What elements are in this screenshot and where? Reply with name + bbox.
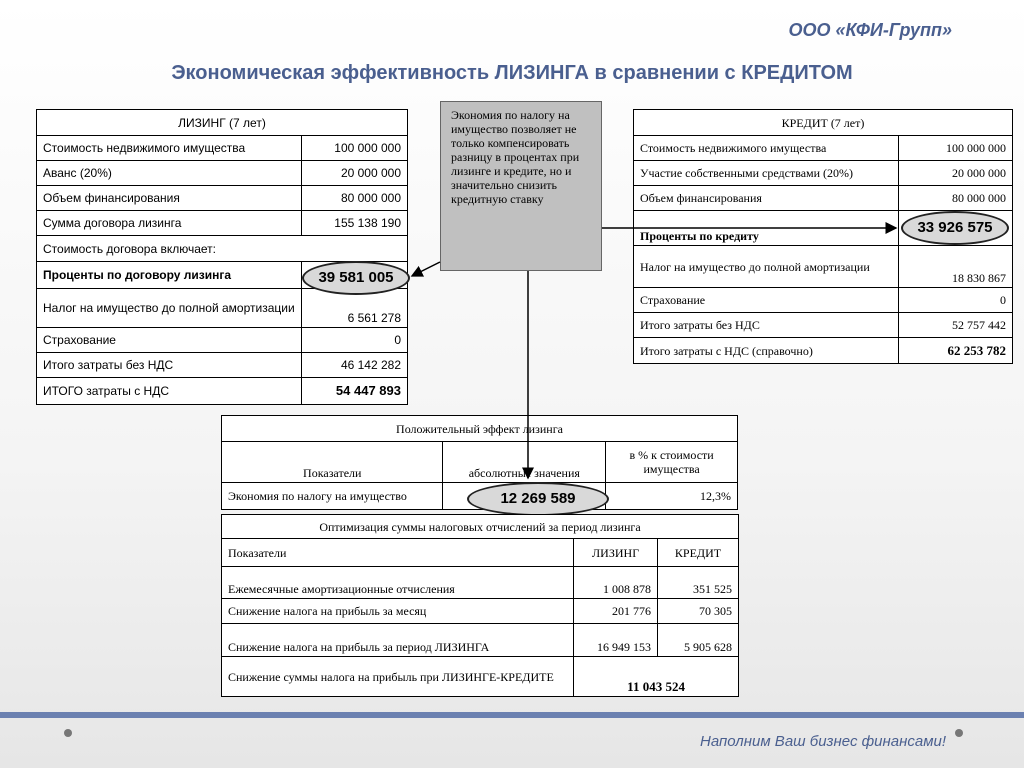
leasing-title: ЛИЗИНГ (7 лет) [37, 110, 408, 136]
optimization-row-label: Снижение налога на прибыль за период ЛИЗИНГА [222, 624, 574, 657]
leasing-total-label: ИТОГО затраты с НДС [37, 378, 302, 405]
leasing-row-label: Итого затраты без НДС [37, 353, 302, 378]
optimization-row-label: Снижение налога на прибыль за месяц [222, 599, 574, 624]
credit-row-value: 52 757 442 [899, 313, 1013, 338]
optimization-row-label: Ежемесячные амортизационные отчисления [222, 567, 574, 599]
optimization-col-leasing: ЛИЗИНГ [574, 539, 658, 567]
leasing-row-value: 20 000 000 [302, 161, 408, 186]
leasing-row-label: Аванс (20%) [37, 161, 302, 186]
credit-row-value: 18 830 867 [899, 246, 1013, 288]
credit-total-label: Итого затраты с НДС (справочно) [634, 338, 899, 364]
leasing-row-value: 46 142 282 [302, 353, 408, 378]
effect-row-label: Экономия по налогу на имущество [222, 483, 443, 510]
credit-row-label: Налог на имущество до полной амортизации [634, 246, 899, 288]
leasing-row-value: 0 [302, 328, 408, 353]
optimization-row-leasing: 1 008 878 [574, 567, 658, 599]
leasing-row-value: 155 138 190 [302, 211, 408, 236]
arrow-to-leasing-interest [412, 262, 440, 276]
optimization-row-leasing: 16 949 153 [574, 624, 658, 657]
optimization-row-credit: 70 305 [658, 599, 739, 624]
effect-row-percent: 12,3% [606, 483, 738, 510]
page-title: Экономическая эффективность ЛИЗИНГА в сравнении с КРЕДИТОМ [171, 62, 853, 84]
leasing-row-label: Сумма договора лизинга [37, 211, 302, 236]
credit-row-value: 20 000 000 [899, 161, 1013, 186]
optimization-total-label: Снижение суммы налога на прибыль при ЛИЗИНГЕ-КРЕДИТЕ [222, 657, 574, 697]
leasing-row-label: Стоимость недвижимого имущества [37, 136, 302, 161]
credit-title: КРЕДИТ (7 лет) [634, 110, 1013, 136]
leasing-row-value: 80 000 000 [302, 186, 408, 211]
credit-row-label: Страхование [634, 288, 899, 313]
leasing-row-label: Налог на имущество до полной амортизации [37, 289, 302, 328]
optimization-row-credit: 5 905 628 [658, 624, 739, 657]
leasing-row-label: Объем финансирования [37, 186, 302, 211]
credit-interest-label: Проценты по кредиту [634, 211, 899, 246]
optimization-total-value: 11 043 524 [574, 657, 739, 697]
leasing-row-value: 6 561 278 [302, 289, 408, 328]
footer-slogan: Наполним Ваш бизнес финансами! [700, 733, 946, 750]
footer-bar [0, 712, 1024, 718]
effect-col-indicators: Показатели [222, 442, 443, 483]
note-box: Экономия по налогу на имущество позволяет не только компенсировать разницу в процентах при лизинге и кредите, но и значительно снизить кредитную ставку [440, 101, 602, 271]
effect-row-value: 12 269 589 [467, 482, 609, 516]
credit-row-label: Объем финансирования [634, 186, 899, 211]
leasing-includes: Стоимость договора включает: [37, 236, 408, 262]
credit-row-value: 0 [899, 288, 1013, 313]
effect-title: Положительный эффект лизинга [222, 416, 738, 442]
optimization-row-leasing: 201 776 [574, 599, 658, 624]
optimization-col-indicators: Показатели [222, 539, 574, 567]
footer-dot-right-icon [955, 729, 963, 737]
optimization-title: Оптимизация суммы налоговых отчислений за период лизинга [222, 515, 739, 539]
credit-row-value: 100 000 000 [899, 136, 1013, 161]
credit-row-label: Итого затраты без НДС [634, 313, 899, 338]
credit-row-label: Стоимость недвижимого имущества [634, 136, 899, 161]
leasing-row-label: Страхование [37, 328, 302, 353]
leasing-interest-label: Проценты по договору лизинга [37, 262, 302, 289]
effect-col-absolute: абсолютные значения [443, 442, 606, 483]
leasing-total-value: 54 447 893 [302, 378, 408, 405]
leasing-interest-value: 39 581 005 [302, 261, 410, 295]
credit-total-value: 62 253 782 [899, 338, 1013, 364]
footer-dot-left-icon [64, 729, 72, 737]
credit-row-label: Участие собственными средствами (20%) [634, 161, 899, 186]
leasing-row-value: 100 000 000 [302, 136, 408, 161]
effect-col-percent: в % к стоимости имущества [606, 442, 738, 483]
credit-interest-value: 33 926 575 [901, 211, 1009, 245]
optimization-col-credit: КРЕДИТ [658, 539, 739, 567]
credit-row-value: 80 000 000 [899, 186, 1013, 211]
company-name: ООО «КФИ-Групп» [788, 20, 952, 40]
optimization-row-credit: 351 525 [658, 567, 739, 599]
